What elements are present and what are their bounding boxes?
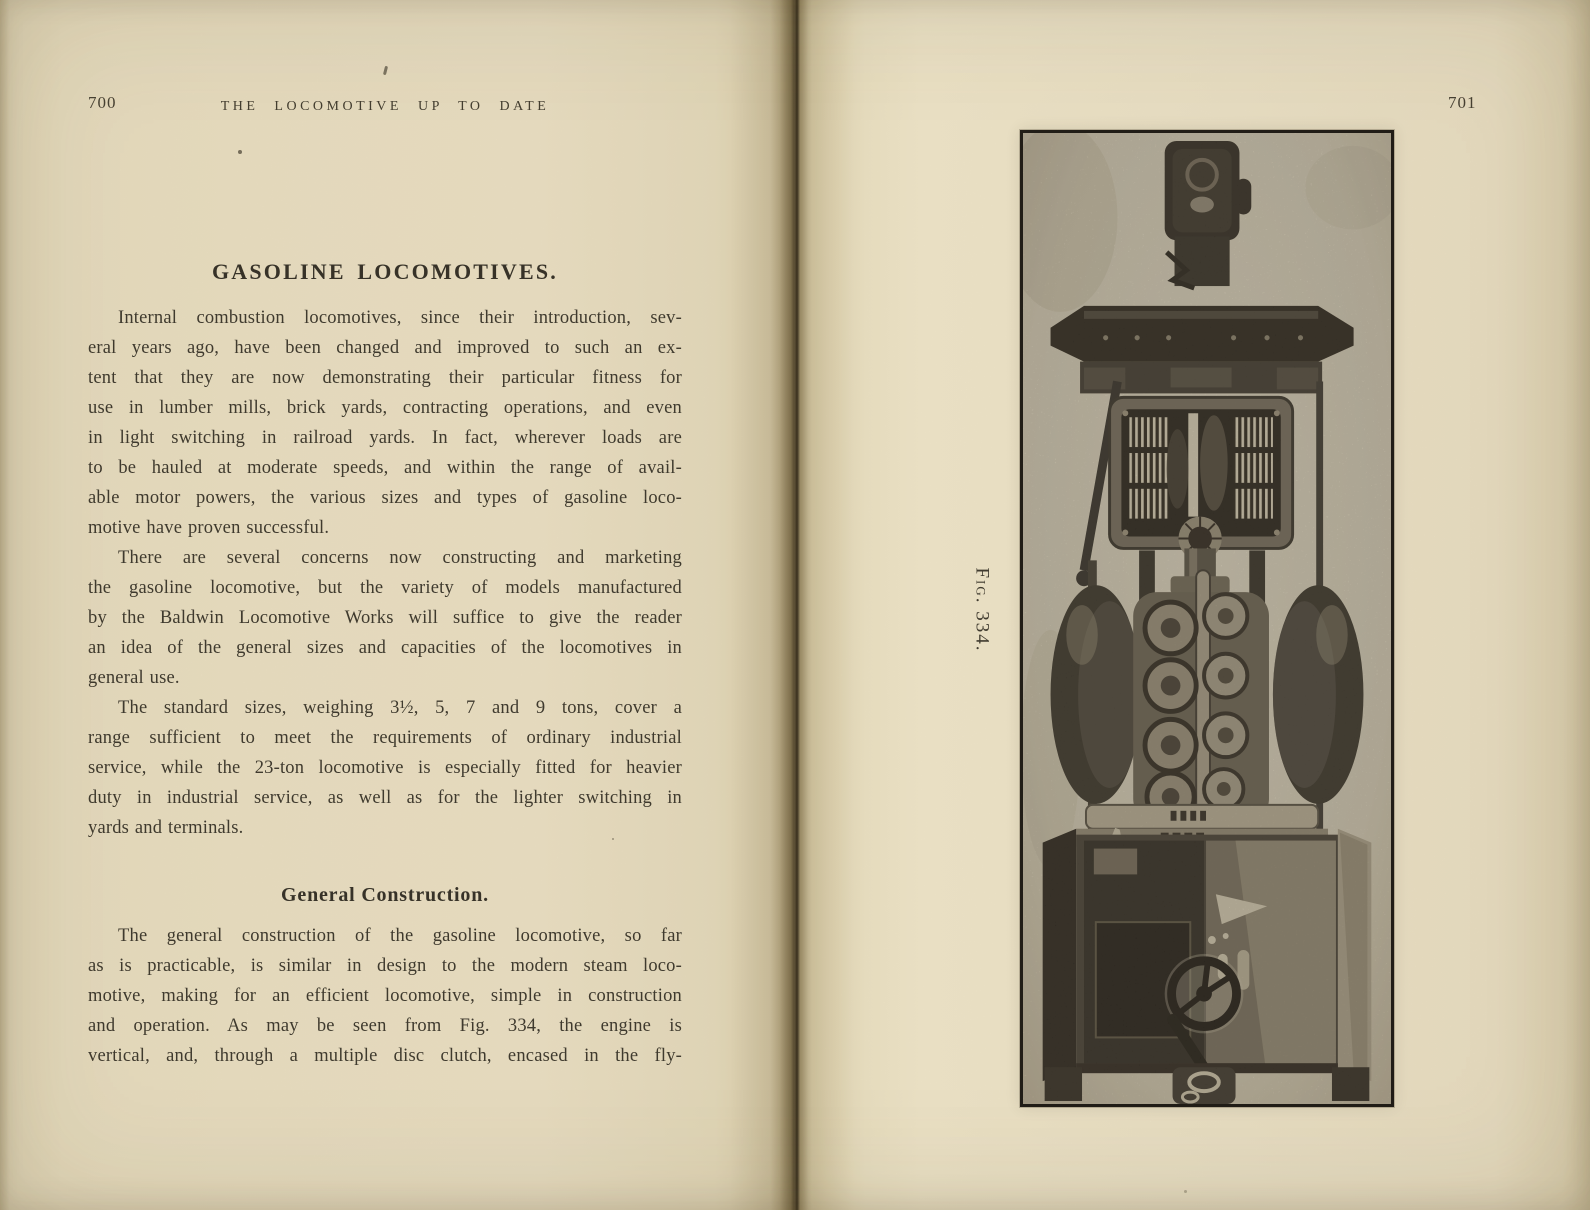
text-line: range sufficient to meet the requirements of ordinary industrial bbox=[88, 728, 682, 748]
text-line: an idea of the general sizes and capacities of the locomotives in bbox=[88, 638, 682, 658]
text-line: and operation. As may be seen from Fig. 334, the engine is bbox=[88, 1016, 682, 1036]
text-line: duty in industrial service, as well as for the lighter switching in bbox=[88, 788, 682, 808]
section-heading: GASOLINE LOCOMOTIVES. bbox=[211, 259, 559, 284]
running-title: THE LOCOMOTIVE UP TO DATE bbox=[220, 99, 550, 114]
page-number-right: 701 bbox=[1448, 93, 1477, 112]
text-line: motive, making for an efficient locomotive, simple in construction bbox=[88, 986, 682, 1006]
text-line: motive have proven successful. bbox=[88, 518, 330, 538]
text-line: as is practicable, is similar in design to the modern steam loco- bbox=[88, 956, 682, 976]
figure-photo bbox=[1023, 133, 1391, 1104]
text-line: general use. bbox=[88, 668, 180, 688]
text-line: There are several concerns now constructing and marketing bbox=[118, 548, 682, 568]
text-line: in light switching in railroad yards. In fact, wherever loads are bbox=[88, 428, 682, 448]
text-line: able motor powers, the various sizes and types of gasoline loco- bbox=[88, 488, 682, 508]
text-line: use in lumber mills, brick yards, contracting operations, and even bbox=[88, 398, 682, 418]
subsection-heading: General Construction. bbox=[281, 884, 489, 906]
page-number-left: 700 bbox=[88, 93, 117, 112]
text-line: eral years ago, have been changed and improved to such an ex- bbox=[88, 338, 682, 358]
figure-caption-text: Fig. 334. bbox=[971, 567, 993, 653]
text-line: The standard sizes, weighing 3½, 5, 7 and 9 tons, cover a bbox=[118, 698, 682, 718]
text-line: Internal combustion locomotives, since their introduction, sev- bbox=[118, 308, 682, 328]
text-line: The general construction of the gasoline locomotive, so far bbox=[118, 926, 682, 946]
figure-frame bbox=[1020, 130, 1394, 1107]
text-column bbox=[88, 303, 682, 1071]
text-line: to be hauled at moderate speeds, and within the range of avail- bbox=[88, 458, 682, 478]
text-line: tent that they are now demonstrating their particular fitness for bbox=[88, 368, 682, 388]
text-line: by the Baldwin Locomotive Works will suffice to give the reader bbox=[88, 608, 682, 628]
text-line: the gasoline locomotive, but the variety of models manufactured bbox=[88, 578, 682, 598]
text-line: yards and terminals. bbox=[88, 818, 244, 838]
text-line: vertical, and, through a multiple disc clutch, encased in the fly- bbox=[88, 1046, 682, 1066]
text-line: service, while the 23-ton locomotive is especially fitted for heavier bbox=[88, 758, 682, 778]
